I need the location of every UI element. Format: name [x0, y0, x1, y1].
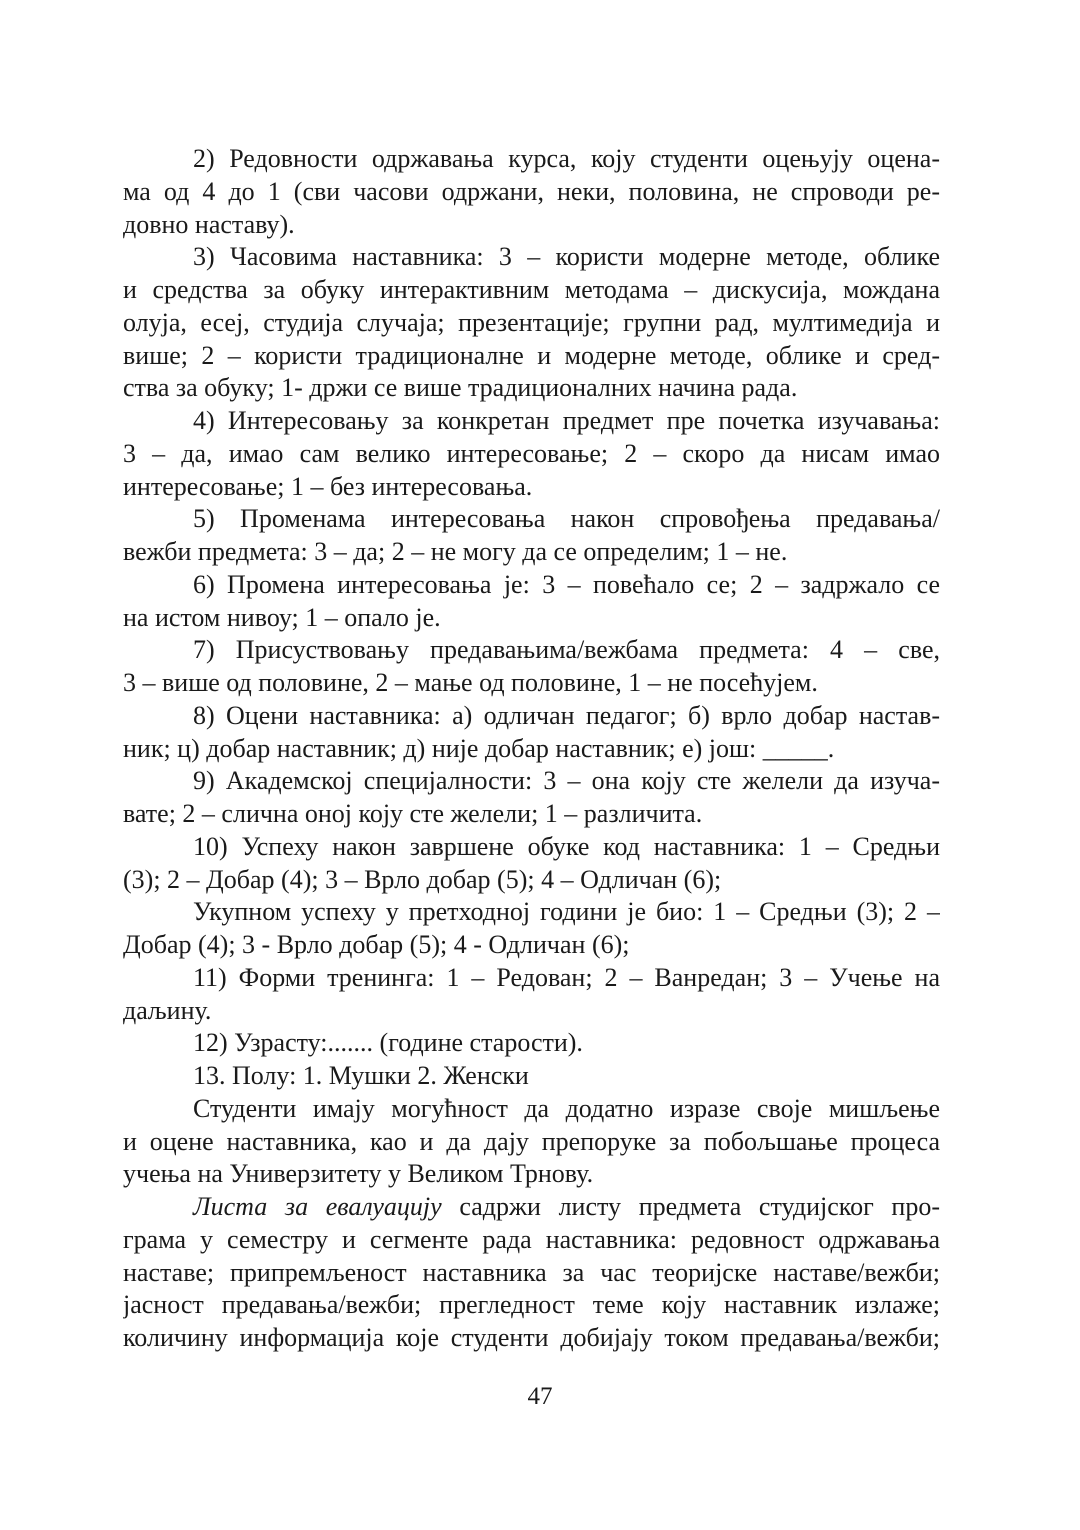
paragraph — [123, 1027, 940, 1060]
text-line: ма од 4 до 1 (сви часови одржани, неки, половина, не спроводи ре- — [123, 176, 940, 206]
text-line: 4) Интересовању за конкретан предмет пре почетка изучавања: — [193, 406, 940, 435]
text-line: више; 2 – користи традиционалне и модерне методе, облике и сред- — [123, 340, 940, 370]
text-line: 3 – да, имао сам велико интересовање; 2 – скоро да нисам имао — [123, 438, 940, 468]
paragraph — [123, 634, 940, 700]
paragraph — [123, 831, 940, 897]
text-line: интересовање; 1 – без интересовања. — [123, 471, 533, 501]
text-line: олуја, есеј, студија случаја; презентације; групни рад, мултимедија и — [123, 307, 940, 337]
text-line: Добар (4); 3 - Врло добар (5); 4 - Одличан (6); — [123, 930, 630, 959]
text-line: ства за обуку; 1- држи се више традиционалних начина рада. — [123, 373, 798, 403]
text-line: 10) Успеху након завршене обуке код наставника: 1 – Средњи — [193, 831, 940, 861]
paragraph — [123, 569, 940, 635]
paragraph — [123, 765, 940, 831]
text-line: грама у семестру и сегменте рада наставника: редовност одржавања — [123, 1224, 940, 1254]
text-line — [123, 1191, 940, 1224]
italic-term: Листа за евалуацију — [193, 1192, 442, 1221]
text-line: 7) Присуствовању предавањима/вежбама предмета: 4 – све, — [193, 635, 940, 665]
text-line: довно наставу). — [123, 209, 295, 239]
text-line: Укупном успеху у претходној години је био: 1 – Средњи (3); 2 – — [193, 897, 940, 927]
paragraph — [123, 962, 940, 1028]
text-line: 9) Академској специјалности: 3 – она коју сте желели да изуча- — [193, 766, 940, 796]
page-number: 47 — [527, 1383, 553, 1410]
text-line: на истом нивоу; 1 – опало је. — [123, 602, 441, 632]
line-text: садржи листу предмета студијског про- — [441, 1192, 940, 1221]
paragraph — [123, 143, 940, 241]
paragraph — [123, 700, 940, 766]
text-line: 3 – више од половине, 2 – мање од половине, 1 – не посећујем. — [123, 668, 818, 697]
paragraph — [123, 503, 940, 569]
text-line: 13. Полу: 1. Мушки 2. Женски — [193, 1061, 529, 1090]
text-line: количину информација које студенти добијају током предавања/вежби; — [123, 1323, 940, 1352]
paragraph — [123, 405, 940, 503]
paragraph — [123, 241, 940, 405]
text-line: Студенти имају могућност да додатно изразе своје мишљење — [193, 1093, 940, 1123]
text-line: учења на Универзитету у Великом Трнову. — [123, 1159, 594, 1189]
page-body-text — [123, 143, 940, 1355]
text-line: 6) Промена интересовања је: 3 – повећало се; 2 – задржало се — [193, 569, 940, 599]
text-line: наставе; припремљеност наставника за час теоријске наставе/вежби; — [123, 1257, 940, 1287]
text-line: (3); 2 – Добар (4); 3 – Врло добар (5); 4 – Одличан (6); — [123, 864, 722, 894]
paragraph — [123, 1093, 940, 1191]
paragraph — [123, 896, 940, 962]
text-line: јасност предавања/вежби; прегледност теме коју наставник излаже; — [123, 1290, 940, 1320]
text-line: и оцене наставника, као и да дају препоруке за побољшање процеса — [123, 1126, 940, 1156]
text-line: 8) Оцени наставника: а) одличан педагог; б) врло добар настав- — [193, 700, 940, 730]
text-line: 12) Узрасту:....... (године старости). — [193, 1028, 583, 1058]
text-line: ник; ц) добар наставник; д) није добар наставник; е) још: _____. — [123, 733, 835, 763]
paragraph — [123, 1060, 940, 1093]
text-line: и средства за обуку интерактивним методама – дискусија, мождана — [123, 275, 940, 304]
text-line: даљину. — [123, 995, 212, 1025]
text-line: 3) Часовима наставника: 3 – користи модерне методе, облике — [193, 242, 940, 272]
text-line: 11) Форми тренинга: 1 – Редован; 2 – Ванредан; 3 – Учење на — [193, 962, 940, 992]
paragraph — [123, 1191, 940, 1355]
text-line: 5) Променама интересовања након спровођења предавања/ — [193, 504, 940, 534]
text-line: 2) Редовности одржавања курса, коју студенти оцењују оцена- — [193, 144, 940, 173]
text-line: вате; 2 – слична оној коју сте желели; 1 – различита. — [123, 799, 703, 828]
text-line: вежби предмета: 3 – да; 2 – не могу да се определим; 1 – не. — [123, 537, 788, 566]
